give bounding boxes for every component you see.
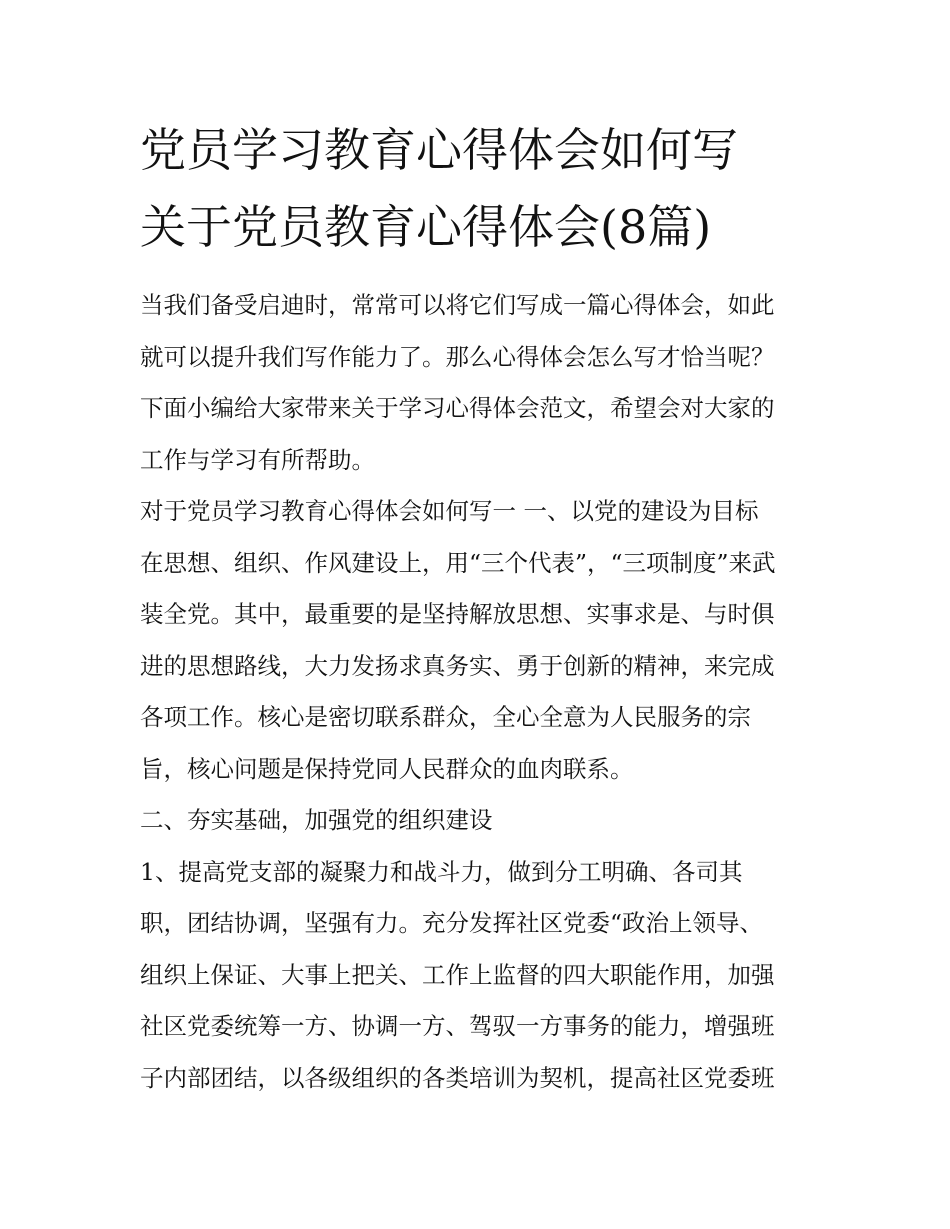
body-line: 进的思想路线，大力发扬求真务实、勇于创新的精神，来完成: [140, 651, 775, 680]
body-line: 就可以提升我们写作能力了。那么心得体会怎么写才恰当呢？: [140, 342, 775, 371]
body-line: 装全党。其中，最重要的是坚持解放思想、实事求是、与时俱: [140, 600, 775, 628]
body-line: 子内部团结，以各级组织的各类培训为契机，提高社区党委班: [140, 1063, 775, 1092]
title-line: 关于党员教育心得体会(8篇): [140, 200, 712, 254]
body-line: 职，团结协调，坚强有力。充分发挥社区党委“政治上领导、: [140, 909, 764, 937]
body-line: 下面小编给大家带来关于学习心得体会范文，希望会对大家的: [140, 394, 775, 422]
title-line: 党员学习教育心得体会如何写: [140, 123, 738, 177]
body-line: 当我们备受启迪时，常常可以将它们写成一篇心得体会，如此: [140, 291, 775, 319]
body-line: 各项工作。核心是密切联系群众，全心全意为人民服务的宗: [140, 703, 751, 731]
document-body: [140, 280, 820, 1104]
document-title: [140, 112, 840, 266]
body-line: 1、提高党支部的凝聚力和战斗力，做到分工明确、各司其: [140, 857, 743, 886]
body-line: 对于党员学习教育心得体会如何写一 一、以党的建设为目标: [140, 497, 759, 525]
body-line: 工作与学习有所帮助。: [140, 445, 375, 474]
body-line: 社区党委统筹一方、协调一方、驾驭一方事务的能力，增强班: [140, 1012, 775, 1040]
section-heading: 二、夯实基础，加强党的组织建设: [140, 806, 493, 834]
body-line: 组织上保证、大事上把关、工作上监督的四大职能作用，加强: [140, 960, 775, 989]
body-line: 在思想、组织、作风建设上，用“三个代表”，“三项制度”来武: [140, 548, 776, 577]
body-line: 旨，核心问题是保持党同人民群众的血肉联系。: [140, 754, 634, 783]
